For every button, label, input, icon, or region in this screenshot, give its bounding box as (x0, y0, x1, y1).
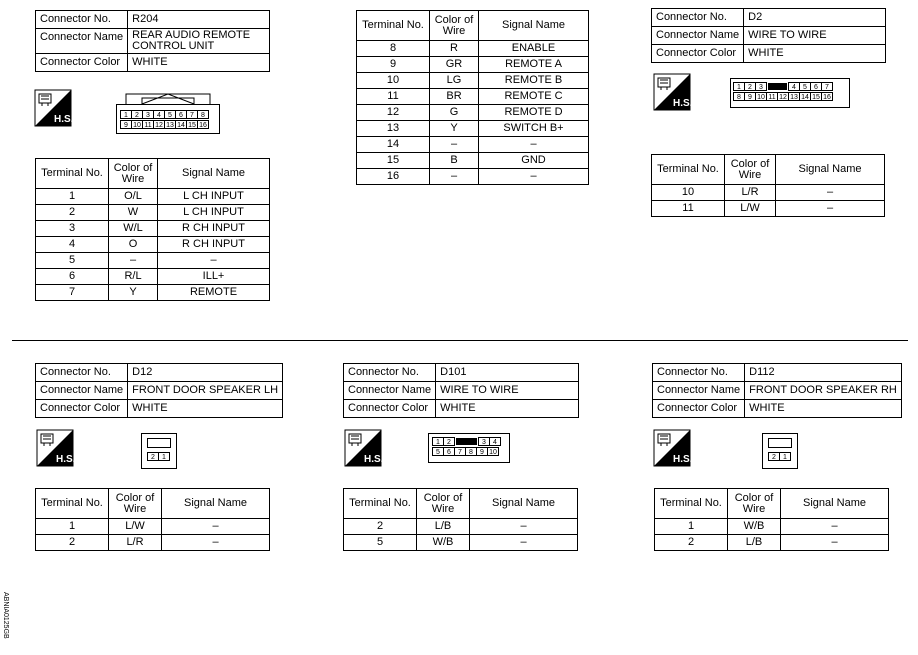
connector-pin: 8 (197, 110, 209, 119)
wire-color-cell: – (430, 137, 479, 153)
r204-terminal-table-1 (35, 158, 270, 301)
connector-pin: 7 (454, 447, 466, 456)
connector-pin: 7 (186, 110, 198, 119)
d101-info-table (343, 363, 579, 418)
wire-color-cell: B (430, 153, 479, 169)
table-row (357, 73, 589, 89)
connector-pin: 2 (443, 437, 455, 446)
connector-pin: 13 (164, 120, 176, 129)
wire-color-cell: G (430, 105, 479, 121)
table-row (652, 201, 885, 217)
connector-name-label: Connector Name (344, 382, 436, 400)
terminal-no-cell: 2 (36, 535, 109, 551)
connector-no-value: D2 (744, 9, 886, 27)
hs-icon (345, 430, 384, 466)
wire-color-cell: R/L (109, 269, 158, 285)
signal-name-cell: SWITCH B+ (479, 121, 589, 137)
d12-terminal-table (35, 488, 270, 551)
signal-name-header: Signal Name (470, 489, 578, 519)
wire-color-cell: R (430, 41, 479, 57)
terminal-no-cell: 16 (357, 169, 430, 185)
signal-name-cell: – (470, 519, 578, 535)
terminal-no-cell: 1 (655, 519, 728, 535)
wire-color-cell: – (430, 169, 479, 185)
connector-name-label: Connector Name (652, 27, 744, 45)
wire-color-header: Color of Wire (109, 159, 158, 189)
table-row (655, 519, 889, 535)
terminal-no-cell: 15 (357, 153, 430, 169)
table-row (357, 121, 589, 137)
wire-color-header: Color of Wire (725, 155, 776, 185)
hs-label: H.S. (673, 98, 693, 109)
d2-connector-diagram (730, 78, 850, 108)
connector-no-label: Connector No. (344, 364, 436, 382)
connector-pin: 11 (142, 120, 154, 129)
signal-name-cell: ENABLE (479, 41, 589, 57)
d101-terminal-table (343, 488, 578, 551)
section-divider (12, 340, 908, 341)
connector-name-label: Connector Name (653, 382, 745, 400)
wire-color-cell: W/B (417, 535, 470, 551)
hs-label: H.S. (54, 114, 74, 125)
connector-pin: 1 (120, 110, 132, 119)
reference-code: ABNIA0125GB (2, 592, 9, 639)
connector-pin: 4 (788, 82, 800, 91)
table-row (36, 253, 270, 269)
signal-name-cell: GND (479, 153, 589, 169)
wire-color-cell: L/R (109, 535, 162, 551)
d2-terminal-table (651, 154, 885, 217)
connector-name-value: FRONT DOOR SPEAKER RH (745, 382, 902, 400)
terminal-no-header: Terminal No. (652, 155, 725, 185)
connector-color-value: WHITE (128, 400, 283, 418)
signal-name-cell: REMOTE C (479, 89, 589, 105)
terminal-no-header: Terminal No. (655, 489, 728, 519)
hs-label: H.S. (56, 454, 76, 465)
connector-pin: 9 (744, 92, 756, 101)
wire-color-cell: BR (430, 89, 479, 105)
wire-color-cell: L/B (728, 535, 781, 551)
connector-pin: 2 (744, 82, 756, 91)
signal-name-cell: REMOTE B (479, 73, 589, 89)
hs-icon (37, 430, 76, 466)
table-row (357, 105, 589, 121)
terminal-no-cell: 2 (655, 535, 728, 551)
signal-name-cell: – (479, 137, 589, 153)
d112-terminal-table (654, 488, 889, 551)
signal-name-header: Signal Name (776, 155, 885, 185)
wire-color-cell: Y (109, 285, 158, 301)
table-row (36, 519, 270, 535)
table-row (36, 205, 270, 221)
wire-color-cell: L/W (725, 201, 776, 217)
terminal-no-cell: 1 (36, 519, 109, 535)
connector-pin: 9 (120, 120, 132, 129)
connector-no-label: Connector No. (652, 9, 744, 27)
table-row (357, 137, 589, 153)
table-row (357, 153, 589, 169)
connector-name-value: WIRE TO WIRE (436, 382, 579, 400)
wire-color-header: Color of Wire (728, 489, 781, 519)
table-row (357, 41, 589, 57)
signal-name-cell: – (158, 253, 270, 269)
connector-color-value: WHITE (744, 45, 886, 63)
connector-color-value: WHITE (436, 400, 579, 418)
connector-no-value: D112 (745, 364, 902, 382)
connector-pin: 3 (142, 110, 154, 119)
connector-pin: 7 (821, 82, 833, 91)
table-row (357, 169, 589, 185)
connector-pin: 5 (164, 110, 176, 119)
connector-pin: 10 (755, 92, 767, 101)
signal-name-cell: – (470, 535, 578, 551)
connector-pin: 2 (131, 110, 143, 119)
hs-label: H.S. (673, 454, 693, 465)
wire-color-cell: W (109, 205, 158, 221)
terminal-no-cell: 1 (36, 189, 109, 205)
connector-color-value: WHITE (128, 54, 270, 72)
connector-pin: 3 (755, 82, 767, 91)
connector-name-value (128, 29, 270, 54)
table-row (36, 237, 270, 253)
wire-color-cell: L/R (725, 185, 776, 201)
terminal-no-cell: 13 (357, 121, 430, 137)
connector-no-value: D12 (128, 364, 283, 382)
terminal-no-cell: 6 (36, 269, 109, 285)
wire-color-cell: O (109, 237, 158, 253)
signal-name-cell: L CH INPUT (158, 205, 270, 221)
connector-pin: 15 (186, 120, 198, 129)
connector-pin: 10 (487, 447, 499, 456)
signal-name-cell: R CH INPUT (158, 237, 270, 253)
pin-blank (456, 438, 477, 445)
signal-name-cell: L CH INPUT (158, 189, 270, 205)
connector-name-label: Connector Name (36, 382, 128, 400)
connector-pin: 15 (810, 92, 822, 101)
connector-pin: 9 (476, 447, 488, 456)
connector-pin: 10 (131, 120, 143, 129)
connector-pin: 14 (175, 120, 187, 129)
connector-pin: 6 (443, 447, 455, 456)
terminal-no-cell: 10 (357, 73, 430, 89)
terminal-no-cell: 11 (652, 201, 725, 217)
signal-name-cell: – (781, 519, 889, 535)
table-row (36, 189, 270, 205)
hs-icon (35, 90, 74, 126)
connector-pin: 11 (766, 92, 778, 101)
wire-color-cell: W/B (728, 519, 781, 535)
connector-pin: 2 (147, 452, 159, 461)
table-row (655, 535, 889, 551)
connector-pin: 14 (799, 92, 811, 101)
wire-color-header: Color of Wire (109, 489, 162, 519)
wire-color-cell: L/W (109, 519, 162, 535)
connector-pin: 16 (821, 92, 833, 101)
connector-name-value: FRONT DOOR SPEAKER LH (128, 382, 283, 400)
connector-pin: 13 (788, 92, 800, 101)
signal-name-cell: – (781, 535, 889, 551)
table-row (36, 535, 270, 551)
signal-name-cell: REMOTE D (479, 105, 589, 121)
wire-color-cell: LG (430, 73, 479, 89)
signal-name-header: Signal Name (162, 489, 270, 519)
terminal-no-cell: 5 (344, 535, 417, 551)
terminal-no-cell: 12 (357, 105, 430, 121)
signal-name-cell: ILL+ (158, 269, 270, 285)
wire-color-cell: L/B (417, 519, 470, 535)
d101-connector-diagram (428, 433, 510, 463)
connector-pin: 6 (175, 110, 187, 119)
terminal-no-cell: 11 (357, 89, 430, 105)
terminal-no-cell: 7 (36, 285, 109, 301)
connector-color-label: Connector Color (36, 400, 128, 418)
signal-name-cell: – (776, 185, 885, 201)
r204-info-table (35, 10, 270, 72)
signal-name-cell: – (162, 535, 270, 551)
connector-pin: 8 (465, 447, 477, 456)
terminal-no-header: Terminal No. (344, 489, 417, 519)
connector-name-value: WIRE TO WIRE (744, 27, 886, 45)
connector-color-value: WHITE (745, 400, 902, 418)
wire-color-cell: – (109, 253, 158, 269)
signal-name-cell: R CH INPUT (158, 221, 270, 237)
connector-pin: 1 (158, 452, 170, 461)
d12-info-table (35, 363, 283, 418)
connector-pin: 4 (153, 110, 165, 119)
terminal-no-cell: 5 (36, 253, 109, 269)
terminal-no-cell: 10 (652, 185, 725, 201)
table-row (357, 57, 589, 73)
connector-pin: 16 (197, 120, 209, 129)
table-row (36, 285, 270, 301)
hs-label: H.S. (364, 454, 384, 465)
terminal-no-cell: 4 (36, 237, 109, 253)
connector-no-label: Connector No. (653, 364, 745, 382)
signal-name-header: Signal Name (158, 159, 270, 189)
connector-pin: 1 (432, 437, 444, 446)
connector-pin: 8 (733, 92, 745, 101)
terminal-no-cell: 14 (357, 137, 430, 153)
terminal-no-cell: 2 (344, 519, 417, 535)
signal-name-header: Signal Name (781, 489, 889, 519)
connector-no-label: Connector No. (36, 364, 128, 382)
connector-pin: 5 (799, 82, 811, 91)
wire-color-cell: GR (430, 57, 479, 73)
d2-info-table (651, 8, 886, 63)
connector-pin: 5 (432, 447, 444, 456)
wire-color-cell: W/L (109, 221, 158, 237)
d112-connector-diagram (762, 433, 798, 469)
wire-color-cell: O/L (109, 189, 158, 205)
connector-no-label: Connector No. (36, 11, 128, 29)
connector-pin: 3 (478, 437, 490, 446)
table-row (652, 185, 885, 201)
signal-name-header: Signal Name (479, 11, 589, 41)
terminal-no-header: Terminal No. (357, 11, 430, 41)
table-row (357, 89, 589, 105)
table-row (344, 535, 578, 551)
terminal-no-header: Terminal No. (36, 489, 109, 519)
signal-name-cell: REMOTE (158, 285, 270, 301)
connector-name-line1: REAR AUDIO REMOTE (132, 29, 251, 41)
connector-pin: 6 (810, 82, 822, 91)
connector-color-label: Connector Color (36, 54, 128, 72)
connector-no-value: D101 (436, 364, 579, 382)
table-row (36, 221, 270, 237)
connector-pin: 12 (153, 120, 165, 129)
connector-color-label: Connector Color (652, 45, 744, 63)
connector-name-line2: CONTROL UNIT (132, 40, 215, 52)
r204-terminal-table-2 (356, 10, 589, 185)
connector-name-label: Connector Name (36, 29, 128, 54)
terminal-no-cell: 9 (357, 57, 430, 73)
wire-color-cell: Y (430, 121, 479, 137)
connector-no-value: R204 (128, 11, 270, 29)
connector-pin: 12 (777, 92, 789, 101)
connector-pin: 1 (733, 82, 745, 91)
hs-icon (654, 430, 693, 466)
pin-blank (768, 83, 787, 90)
d12-connector-diagram (141, 433, 177, 469)
terminal-no-cell: 8 (357, 41, 430, 57)
d112-info-table (652, 363, 902, 418)
connector-color-label: Connector Color (344, 400, 436, 418)
table-row (36, 269, 270, 285)
connector-pin: 1 (779, 452, 791, 461)
wire-color-header: Color of Wire (430, 11, 479, 41)
hs-icon (654, 74, 693, 110)
signal-name-cell: – (776, 201, 885, 217)
terminal-no-header: Terminal No. (36, 159, 109, 189)
r204-connector-diagram (116, 90, 220, 136)
terminal-no-cell: 3 (36, 221, 109, 237)
wire-color-header: Color of Wire (417, 489, 470, 519)
connector-color-label: Connector Color (653, 400, 745, 418)
connector-pin: 2 (768, 452, 780, 461)
terminal-no-cell: 2 (36, 205, 109, 221)
signal-name-cell: – (479, 169, 589, 185)
connector-pin: 4 (489, 437, 501, 446)
signal-name-cell: – (162, 519, 270, 535)
signal-name-cell: REMOTE A (479, 57, 589, 73)
table-row (344, 519, 578, 535)
